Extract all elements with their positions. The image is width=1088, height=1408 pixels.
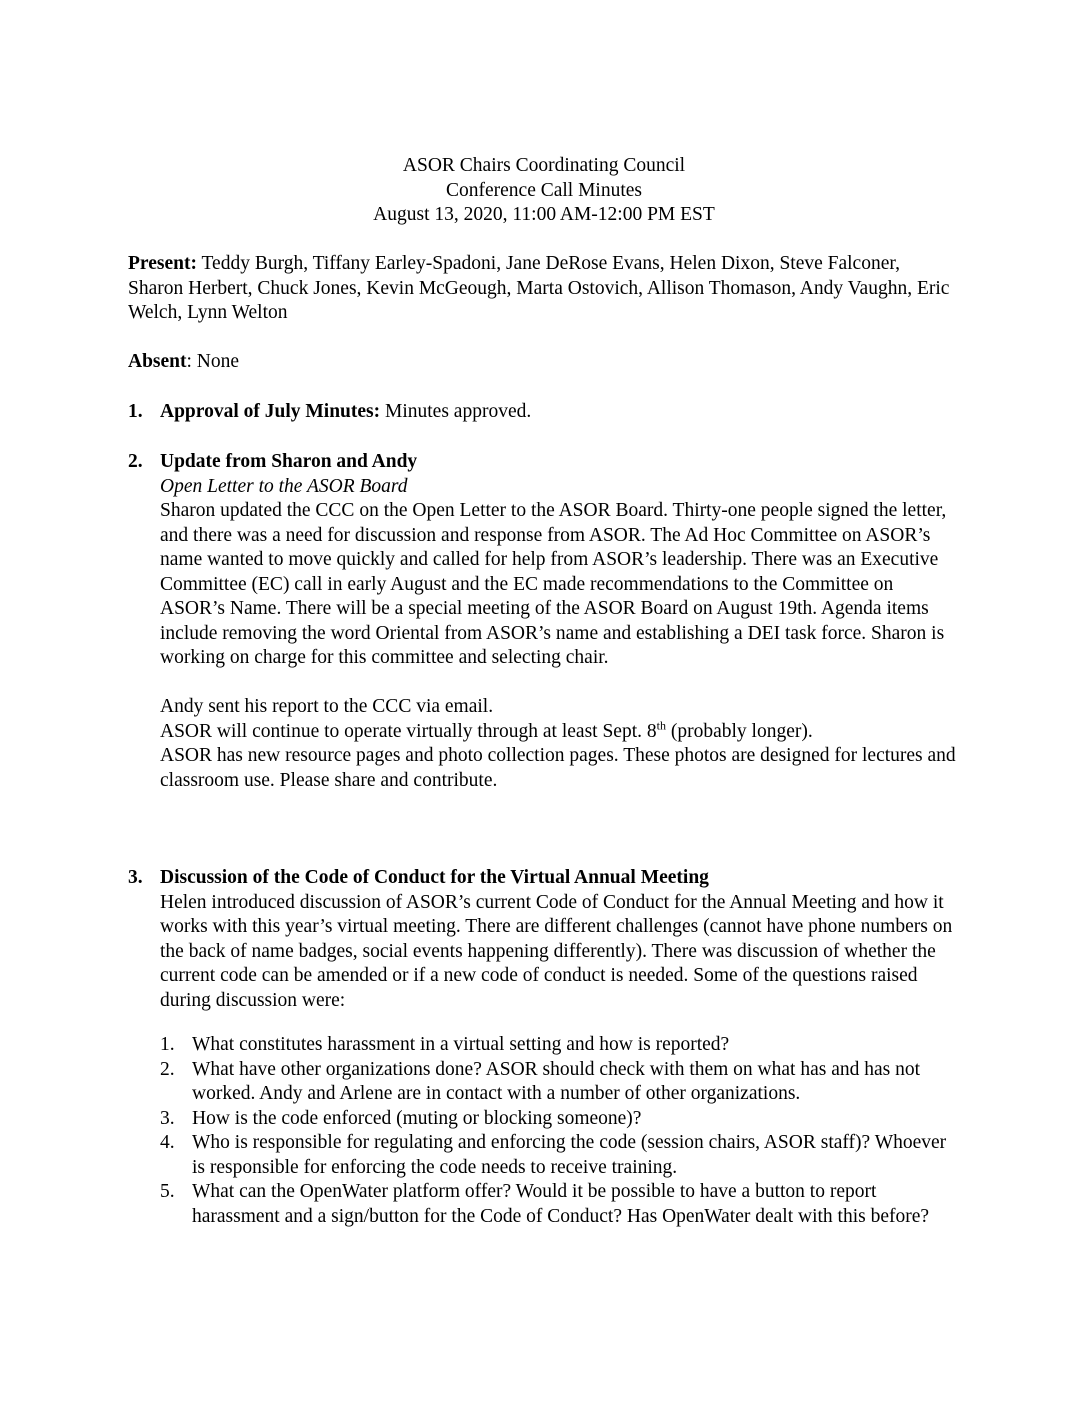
list-item: 2. What have other organizations done? ASOR should check with them on what has and has not worked. Andy and Arlene are in contact with a number of other organizations. <box>160 1058 921 1104</box>
organization-title: ASOR Chairs Coordinating Council <box>402 155 686 176</box>
list-item: 3. How is the code enforced (muting or blocking someone)? <box>160 1107 642 1129</box>
list-item: 5. What can the OpenWater platform offer? Would it be possible to have a button to report harassment and a sign/button for the Code of Conduct? Has OpenWater dealt with this before? <box>160 1181 930 1227</box>
document-title: Conference Call Minutes <box>445 179 643 201</box>
section-update <box>128 450 960 793</box>
attendees-present <box>128 252 960 326</box>
section-number: 1. <box>128 401 143 422</box>
section-number: 3. <box>128 867 143 888</box>
list-item: 4. Who is responsible for regulating and enforcing the code (session chairs, ASOR staff)? Whoever is responsible for enforcing the code needs to receive training. <box>160 1132 947 1178</box>
list-item: 1. What constitutes harassment in a virtual setting and how is reported? <box>160 1034 730 1055</box>
questions-list <box>160 1033 960 1229</box>
absent-value: : None <box>186 351 240 372</box>
present-names: Teddy Burgh, Tiffany Earley-Spadoni, Jane DeRose Evans, Helen Dixon, Steve Falconer, Sharon Herbert, Chuck Jones, Kevin McGeough, Marta Ostovich, Allison Thomason, Andy Vaughn, Eric Welch, Lynn Welton <box>128 253 950 323</box>
virtual-operation-line: ASOR will continue to operate virtually through at least Sept. 8th (probably longer). <box>160 718 813 742</box>
present-label: Present: <box>128 253 197 274</box>
andy-report-line: Andy sent his report to the CCC via email. <box>160 696 494 717</box>
section-number: 2. <box>128 451 143 472</box>
open-letter-paragraph: Sharon updated the CCC on the Open Letter to the ASOR Board. Thirty-one people signed the letter, and there was a need for discussion and response from ASOR. The Ad Hoc Committee on ASOR’s name wanted to move quickly and called for help from ASOR’s leadership. There was an Executive Committee (EC) call in early August and the EC made recommendations to the Committee on ASOR’s Name. There will be a special meeting of the ASOR Board on August 19th. Agenda items include removing the word Oriental from ASOR’s name and establishing a DEI task force. Sharon is working on charge for this committee and selecting chair. <box>160 500 947 668</box>
document-header <box>0 154 1088 228</box>
discussion-intro: Helen introduced discussion of ASOR’s current Code of Conduct for the Annual Meeting and how it works with this year’s virtual meeting. There are different challenges (cannot have phone numbers on the back of name badges, social events happening differently). There was discussion of whether the current code can be amended or if a new code of conduct is needed. Some of the questions raised during discussion were: <box>160 891 953 1011</box>
section-approval <box>128 400 960 425</box>
section-text: Minutes approved. <box>380 401 532 422</box>
absent-label: Absent <box>128 351 187 372</box>
section-subtitle: Open Letter to the ASOR Board <box>160 475 408 497</box>
section-title: Update from Sharon and Andy <box>160 451 418 472</box>
meeting-date: August 13, 2020, 11:00 AM-12:00 PM EST <box>373 204 715 225</box>
section-code-of-conduct <box>128 866 960 1229</box>
section-title: Approval of July Minutes: <box>160 401 381 422</box>
section-title: Discussion of the Code of Conduct for the Virtual Annual Meeting <box>160 867 709 888</box>
attendees-absent <box>128 350 960 375</box>
resources-line: ASOR has new resource pages and photo collection pages. These photos are designed for lectures and classroom use. Please share and contribute. <box>160 745 956 791</box>
